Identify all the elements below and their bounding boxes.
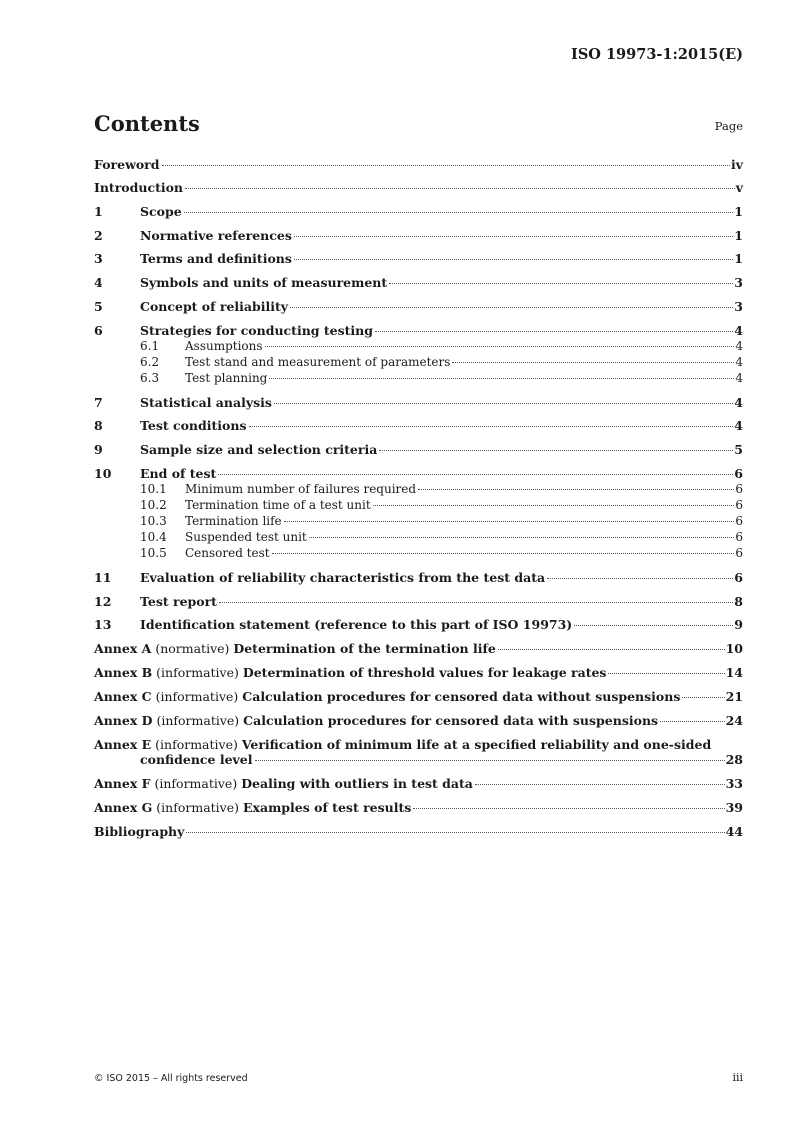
toc-entry-4[interactable]: 4 Symbols and units of measurement 3 — [94, 275, 743, 290]
table-of-contents — [94, 148, 743, 839]
toc-entry-6-2[interactable]: 6.2 Test stand and measurement of parameters 4 — [140, 355, 743, 369]
toc-entry-annex-c[interactable]: Annex C (informative) Calculation procedures for censored data without suspensions 21 — [94, 689, 743, 704]
footer-page-number: iii — [732, 1071, 743, 1084]
toc-entry-foreword[interactable]: Foreword iv — [94, 157, 743, 172]
toc-entry-3[interactable]: 3 Terms and definitions 1 — [94, 251, 743, 266]
toc-entry-6-1[interactable]: 6.1 Assumptions 4 — [140, 339, 743, 353]
toc-entry-13[interactable]: 13 Identification statement (reference to this part of ISO 19973) 9 — [94, 617, 743, 632]
page-title: Contents — [94, 111, 200, 136]
toc-entry-annex-e[interactable]: Annex E (informative) Verification of minimum life at a specified reliability and one-sided confidence level 28 — [94, 737, 743, 767]
toc-entry-annex-b[interactable]: Annex B (informative) Determination of threshold values for leakage rates 14 — [94, 665, 743, 680]
toc-entry-10-5[interactable]: 10.5 Censored test 6 — [140, 546, 743, 560]
toc-entry-11[interactable]: 11 Evaluation of reliability characteristics from the test data 6 — [94, 570, 743, 585]
toc-entry-6-3[interactable]: 6.3 Test planning 4 — [140, 371, 743, 385]
toc-entry-8[interactable]: 8 Test conditions 4 — [94, 418, 743, 433]
toc-entry-1[interactable]: 1 Scope 1 — [94, 204, 743, 219]
toc-entry-5[interactable]: 5 Concept of reliability 3 — [94, 299, 743, 314]
toc-entry-annex-d[interactable]: Annex D (informative) Calculation procedures for censored data with suspensions 24 — [94, 713, 743, 728]
toc-entry-6[interactable]: 6 Strategies for conducting testing 4 — [94, 323, 743, 338]
toc-entry-bibliography[interactable]: Bibliography 44 — [94, 824, 743, 839]
toc-entry-12[interactable]: 12 Test report 8 — [94, 594, 743, 609]
toc-entry-10[interactable]: 10 End of test 6 — [94, 466, 743, 481]
toc-entry-10-4[interactable]: 10.4 Suspended test unit 6 — [140, 530, 743, 544]
document-code: ISO 19973-1:2015(E) — [571, 46, 743, 63]
toc-entry-2[interactable]: 2 Normative references 1 — [94, 228, 743, 243]
toc-entry-10-1[interactable]: 10.1 Minimum number of failures required 6 — [140, 482, 743, 496]
toc-entry-7[interactable]: 7 Statistical analysis 4 — [94, 395, 743, 410]
toc-entry-9[interactable]: 9 Sample size and selection criteria 5 — [94, 442, 743, 457]
toc-entry-10-2[interactable]: 10.2 Termination time of a test unit 6 — [140, 498, 743, 512]
toc-entry-annex-g[interactable]: Annex G (informative) Examples of test results 39 — [94, 800, 743, 815]
footer-copyright: © ISO 2015 – All rights reserved — [94, 1073, 248, 1084]
toc-entry-10-3[interactable]: 10.3 Termination life 6 — [140, 514, 743, 528]
page-column-label: Page — [714, 119, 743, 133]
toc-entry-annex-a[interactable]: Annex A (normative) Determination of the termination life 10 — [94, 641, 743, 656]
toc-entry-introduction[interactable]: Introduction v — [94, 180, 743, 195]
toc-entry-annex-f[interactable]: Annex F (informative) Dealing with outliers in test data 33 — [94, 776, 743, 791]
